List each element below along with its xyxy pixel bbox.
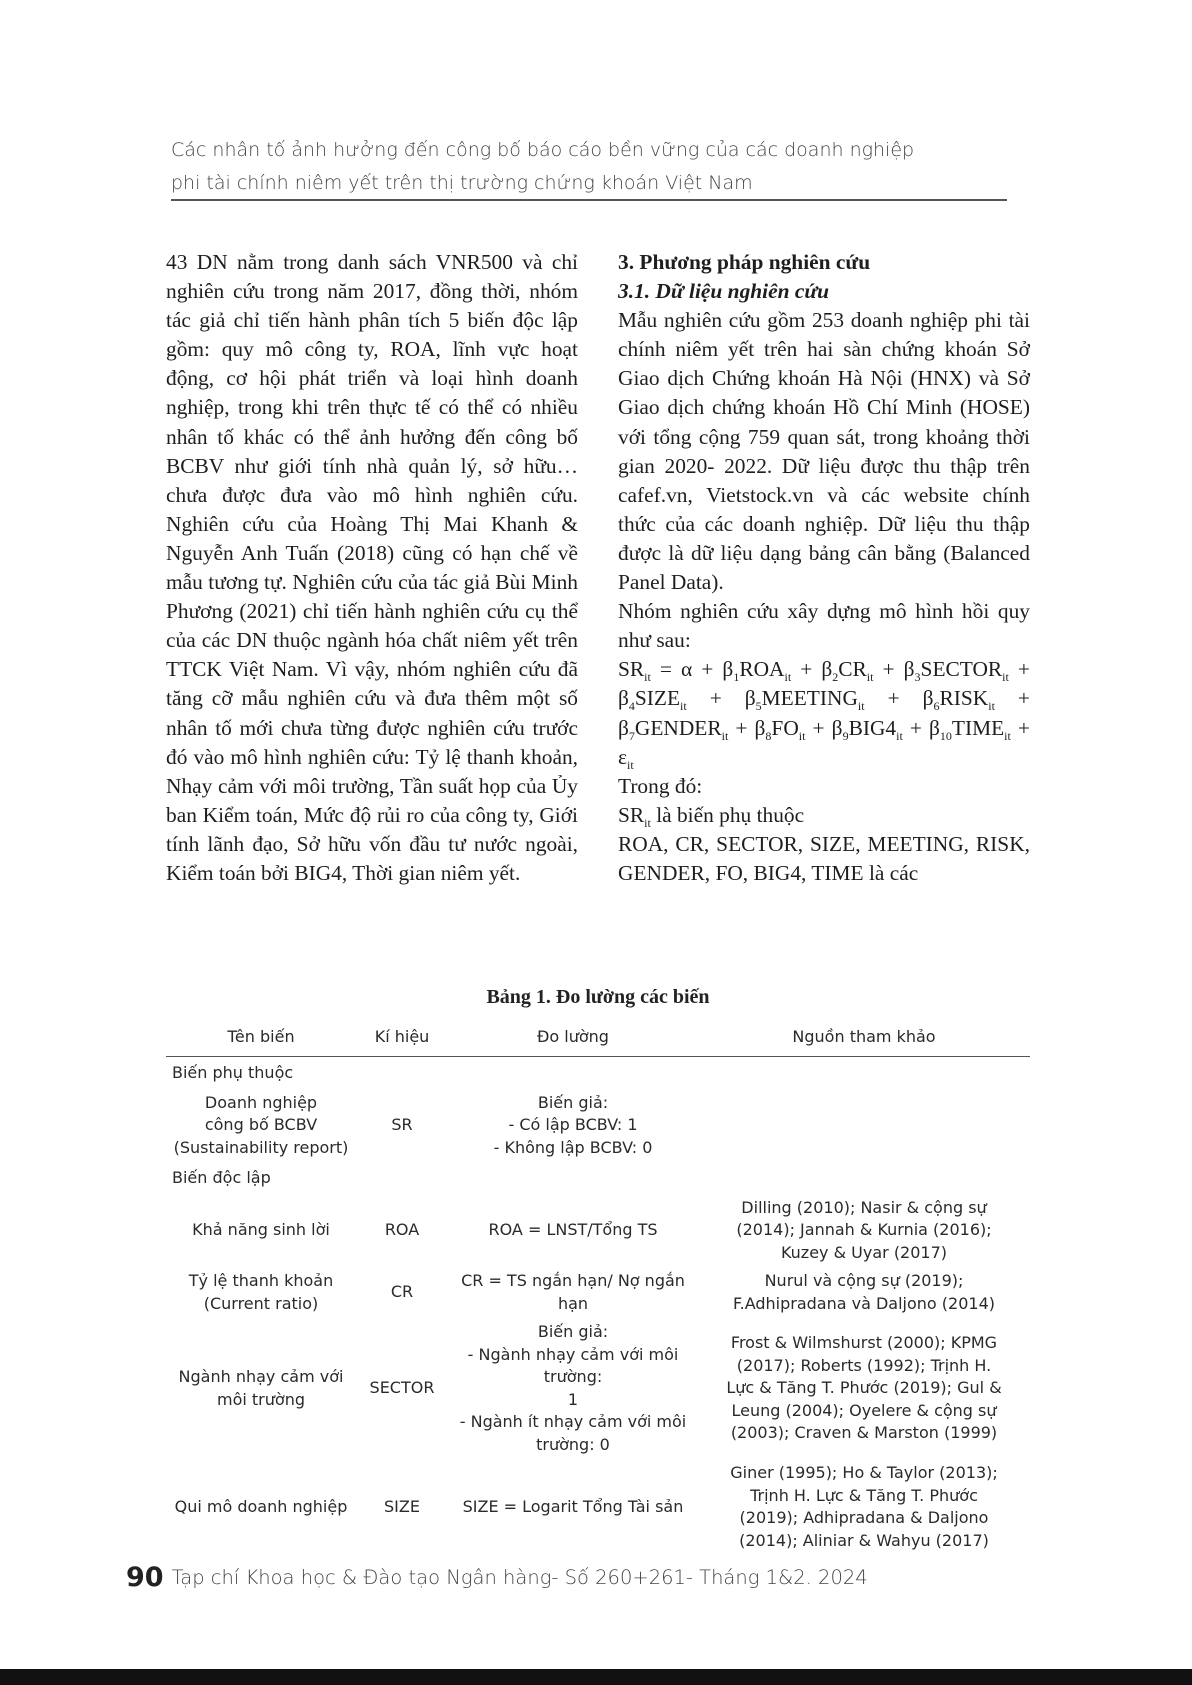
equation-subscript: 8 — [765, 728, 772, 743]
dependent-variable-subscript: it — [644, 815, 651, 830]
group-independent — [166, 1162, 1030, 1194]
table-row — [166, 1318, 1030, 1459]
variable-name-cell — [166, 1089, 356, 1163]
measurement-cell-line: ROA = LNST/Tổng TS — [488, 1220, 658, 1239]
journal-name: Tạp chí Khoa học & Đào tạo Ngân hàng- Số 260+261- Tháng 1&2. 2024 — [171, 1566, 868, 1589]
running-header-line-1: Các nhân tố ảnh hưởng đến công bố báo cáo bền vững của các doanh nghiệp — [171, 139, 915, 161]
variable-name-cell — [166, 1459, 356, 1555]
equation-subscript: 3 — [914, 670, 921, 685]
equation-term: GENDER — [634, 715, 722, 740]
variable-name-cell — [166, 1194, 356, 1268]
bottom-edge-bar — [0, 1669, 1192, 1685]
measurement-cell-line: Biến giả: — [537, 1092, 609, 1112]
equation-term: BIG4 — [848, 715, 897, 740]
header-symbol: Kí hiệu — [356, 1022, 448, 1057]
section-heading: 3. Phương pháp nghiên cứu — [618, 250, 871, 274]
reference-cell — [698, 1459, 1030, 1555]
subsection-heading: 3.1. Dữ liệu nghiên cứu — [618, 279, 830, 304]
measurement-cell-line: CR = TS ngắn hạn/ Nợ ngắn hạn — [461, 1271, 685, 1313]
independent-variables-line: ROA, CR, SECTOR, SIZE, MEETING, RISK, GENDER, FO, BIG4, TIME là các — [618, 831, 1030, 885]
equation-subscript: 6 — [933, 699, 940, 714]
measurement-cell-line: - Không lập BCBV: 0 — [493, 1137, 653, 1157]
equation-subscript: it — [798, 728, 806, 743]
symbol-cell: ROA — [384, 1220, 420, 1239]
equation-term: SR — [618, 657, 645, 682]
data-paragraph: Mẫu nghiên cứu gồm 253 doanh nghiệp phi tài chính niêm yết trên hai sàn chứng khoán Sở Giao dịch Chứng khoán Hà Nội (HNX) và Sở Giao dịch chứng khoán Hồ Chí Minh (HOSE) với tổng cộng 759 quan sát, trong khoảng thời gian 2020- 2022. Dữ liệu được thu thập trên cafef.vn, Vietstock.vn và các website chính thức của các doanh nghiệp. Dữ liệu thu thập được là dữ liệu dạng bảng cân bằng (Balanced Panel Data). — [618, 308, 1030, 595]
reference-cell — [698, 1089, 1030, 1163]
reference-cell-line: Kuzey & Uyar (2017) — [780, 1242, 948, 1262]
equation-term: CR — [838, 657, 867, 682]
table-body — [166, 1057, 1030, 1556]
table-row — [166, 1459, 1030, 1555]
equation-subscript: it — [626, 757, 634, 772]
equation-term: + β — [728, 715, 766, 740]
variable-name-cell-line: Qui mô doanh nghiệp — [174, 1496, 348, 1516]
equation-subscript: 7 — [628, 728, 635, 743]
group-independent-label: Biến độc lập — [172, 1168, 271, 1187]
equation-subscript: 5 — [755, 699, 762, 714]
equation-term: + β — [618, 686, 1030, 740]
variable-name-cell — [166, 1318, 356, 1459]
reference-cell-line: Leung (2004); Oyelere & cộng sự — [731, 1400, 997, 1420]
measurement-cell-line: - Ngành nhạy cảm với môi trường: — [467, 1344, 679, 1386]
reference-cell-line: (2019); Adhipradana & Daljono — [739, 1508, 989, 1527]
measurement-cell-line: Biến giả: — [537, 1322, 609, 1341]
measurement-cell-line: 1 — [567, 1389, 579, 1409]
equation-term: + β — [618, 657, 1030, 711]
measurement-cell — [448, 1089, 698, 1163]
reference-cell-line: Dilling (2010); Nasir & cộng sự — [741, 1197, 987, 1217]
equation-term: + β — [902, 715, 940, 740]
variable-name-cell-line: môi trường — [217, 1389, 305, 1409]
measurement-cell — [448, 1194, 698, 1268]
variable-name-cell-line: công bố BCBV — [204, 1115, 318, 1134]
variable-name-cell-line: Ngành nhạy cảm với — [178, 1367, 344, 1386]
group-dependent — [166, 1057, 1030, 1089]
table-row — [166, 1267, 1030, 1318]
equation-subscript: 4 — [628, 699, 635, 714]
variable-name-cell-line: Doanh nghiệp — [204, 1092, 318, 1112]
reference-cell — [698, 1318, 1030, 1459]
regression-equation — [618, 655, 1030, 771]
table-title: Bảng 1. Đo lường các biến — [486, 986, 710, 1008]
equation-term: SIZE — [634, 686, 681, 711]
reference-cell-line: (2003); Craven & Marston (1999) — [730, 1423, 998, 1443]
page-footer — [126, 1562, 868, 1593]
group-dependent-label: Biến phụ thuộc — [172, 1063, 294, 1082]
variables-table — [166, 1022, 1030, 1555]
symbol-cell: SECTOR — [369, 1378, 435, 1398]
equation-subscript: it — [721, 728, 729, 743]
reference-cell-line: Nurul và cộng sự (2019); — [764, 1271, 964, 1290]
measurement-cell — [448, 1459, 698, 1555]
measurement-cell-line: - Có lập BCBV: 1 — [508, 1115, 638, 1134]
equation-subscript: it — [644, 670, 651, 685]
where-label: Trong đó: — [618, 773, 703, 798]
measurement-cell-line: - Ngành ít nhạy cảm với môi — [459, 1412, 687, 1431]
variable-name-cell-line: Khả năng sinh lời — [192, 1220, 330, 1239]
reference-cell-line: (2017); Roberts (1992); Trịnh H. — [736, 1355, 992, 1375]
dependent-variable-desc: là biến phụ thuộc — [650, 802, 805, 827]
equation-term: MEETING — [761, 686, 858, 711]
measurement-cell-line: SIZE = Logarit Tổng Tài sản — [462, 1496, 684, 1516]
variable-name-cell — [166, 1267, 356, 1318]
symbol-cell: SIZE — [384, 1496, 420, 1516]
reference-cell-line: F.Adhipradana và Daljono (2014) — [732, 1293, 996, 1313]
measurement-cell — [448, 1318, 698, 1459]
variable-name-cell-line: (Current ratio) — [203, 1293, 319, 1313]
reference-cell — [698, 1267, 1030, 1318]
equation-subscript: 1 — [733, 670, 740, 685]
equation-subscript: 9 — [842, 728, 849, 743]
page-number: 90 — [126, 1562, 164, 1593]
equation-term: TIME — [951, 715, 1005, 740]
table-row — [166, 1194, 1030, 1268]
equation-subscript: it — [857, 699, 865, 714]
equation-subscript: it — [896, 728, 903, 743]
header-variable-name: Tên biến — [166, 1022, 356, 1057]
equation-term: SECTOR — [920, 657, 1003, 682]
reference-cell-line: Giner (1995); Ho & Taylor (2013); — [730, 1463, 998, 1482]
equation-subscript: it — [784, 670, 792, 685]
variable-name-cell-line: Tỷ lệ thanh khoản — [188, 1271, 334, 1290]
equation-subscript: 10 — [939, 728, 952, 743]
equation-term: + β — [873, 657, 915, 682]
equation-term: + ε — [618, 715, 1030, 769]
running-header — [171, 134, 1007, 200]
reference-cell-line: Lực & Tăng T. Phước (2019); Gul & — [726, 1378, 1002, 1398]
measurement-cell-line: trường: 0 — [536, 1434, 610, 1454]
equation-term: RISK — [939, 686, 989, 711]
table-header-row — [166, 1022, 1030, 1057]
equation-term: + β — [805, 715, 843, 740]
reference-cell-line: Frost & Wilmshurst (2000); KPMG — [730, 1333, 998, 1353]
reference-cell-line: Trịnh H. Lực & Tăng T. Phước — [750, 1485, 978, 1505]
equation-term: FO — [771, 715, 799, 740]
equation-subscript: it — [866, 670, 874, 685]
equation-term: + β — [791, 657, 833, 682]
right-column — [618, 248, 1030, 888]
reference-cell-line: (2014); Aliniar & Wahyu (2017) — [739, 1530, 989, 1550]
header-measurement: Đo lường — [448, 1022, 698, 1057]
equation-term: + β — [686, 686, 756, 711]
reference-cell — [698, 1194, 1030, 1268]
equation-subscript: it — [680, 699, 687, 714]
measurement-cell — [448, 1267, 698, 1318]
equation-term: ROA — [739, 657, 785, 682]
model-intro-paragraph: Nhóm nghiên cứu xây dựng mô hình hồi quy như sau: — [618, 599, 1030, 653]
left-paragraph: 43 DN nằm trong danh sách VNR500 và chỉ nghiên cứu trong năm 2017, đồng thời, nhóm tác giả chỉ tiến hành phân tích 5 biến độc lập gồm: quy mô công ty, ROA, lĩnh vực hoạt động, cơ hội phát triển và loại hình doanh nghiệp, trong khi trên thực tế có thể có nhiều nhân tố khác có thể ảnh hưởng đến công bố BCBV như giới tính nhà quản lý, sở hữu… chưa được đưa vào mô hình nghiên cứu. Nghiên cứu của Hoàng Thị Mai Khanh & Nguyễn Anh Tuấn (2018) cũng có hạn chế về mẫu tương tự. Nghiên cứu của tác giả Bùi Minh Phương (2021) chỉ tiến hành nghiên cứu cụ thể của các DN thuộc ngành hóa chất niêm yết trên TTCK Việt Nam. Vì vậy, nhóm nghiên cứu đã tăng cỡ mẫu nghiên cứu và đưa thêm một số nhân tố mới chưa từng được nghiên cứu trước đó vào mô hình nghiên cứu: Tỷ lệ thanh khoản, Nhạy cảm với môi trường, Tần suất họp của Ủy ban Kiểm toán, Mức độ rủi ro của công ty, Giới tính lãnh đạo, Sở hữu vốn đầu tư nước ngoài, Kiểm toán bởi BIG4, Thời gian niêm yết. — [166, 250, 578, 885]
equation-subscript: it — [1002, 670, 1009, 685]
dependent-variable: SR — [618, 802, 645, 827]
header-reference: Nguồn tham khảo — [698, 1022, 1030, 1057]
table-row — [166, 1089, 1030, 1163]
left-column — [166, 248, 578, 888]
running-header-line-2: phi tài chính niêm yết trên thị trường chứng khoán Việt Nam — [171, 172, 753, 194]
equation-subscript: it — [988, 699, 995, 714]
reference-cell-line: (2014); Jannah & Kurnia (2016); — [736, 1220, 992, 1239]
symbol-cell: CR — [390, 1282, 414, 1302]
dependent-variable-line — [618, 801, 1030, 830]
equation-subscript: 2 — [832, 670, 839, 685]
variable-name-cell-line: (Sustainability report) — [173, 1137, 349, 1157]
header-divider — [171, 199, 1007, 201]
symbol-cell: SR — [391, 1115, 413, 1134]
equation-term: + β — [864, 686, 934, 711]
equation-term: = α + β — [650, 657, 734, 682]
equation-subscript: it — [1004, 728, 1011, 743]
